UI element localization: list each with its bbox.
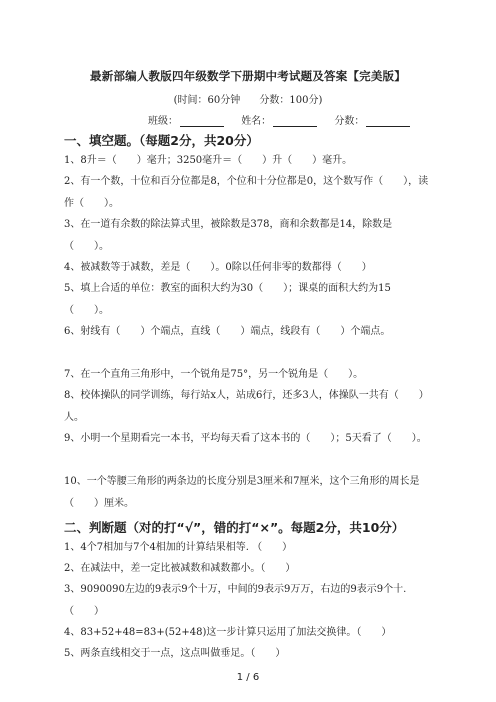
question-item: 1、4个7相加与7个4相加的计算结果相等. （ ） bbox=[64, 542, 293, 553]
question-item: 9、小明一个星期看完一本书，平均每天看了这本书的（ ）；5天看了（ ）。 bbox=[64, 433, 427, 444]
class-field[interactable]: 班级： bbox=[148, 112, 224, 127]
question-item: 10、一个等腰三角形的两条边的长度分别是3厘米和7厘米，这个三角形的周长是（ ）厘米。 bbox=[64, 476, 420, 509]
question-item: 5、两条直线相交于一点，这点叫做垂足。（ ） bbox=[64, 648, 286, 659]
section-title: 二、判断题（对的打“√”，错的打“×”。每题2分，共10分） bbox=[64, 520, 405, 535]
page-title: 最新部编人教版四年级数学下册期中考试题及答案【完美版】 bbox=[90, 69, 406, 83]
name-field[interactable]: 姓名： bbox=[241, 112, 317, 127]
total-score: 分数：100分) bbox=[259, 95, 323, 106]
question-item: 5、填上合适的单位：教室的面积大约为30（ ）；课桌的面积大约为15（ ）。 bbox=[64, 283, 391, 316]
student-fields bbox=[148, 112, 424, 127]
question-item: 6、射线有（ ）个端点，直线（ ）端点，线段有（ ）个端点。 bbox=[64, 326, 391, 337]
question-item: 1、8升＝（ ）毫升；3250毫升＝（ ）升（ ）毫升。 bbox=[64, 155, 353, 166]
question-item: 8、校体操队的同学训练，每行站x人，站成6行，还多3人，体操队一共有（ ）人。 bbox=[64, 390, 429, 423]
question-item: 7、在一个直角三角形中，一个锐角是75°，另一个锐角是（ ）。 bbox=[64, 369, 364, 380]
exam-info bbox=[0, 91, 496, 106]
question-item: 4、83+52+48=83+(52+48)这一步计算只运用了加法交换律。（ ） bbox=[64, 627, 392, 638]
page-number: 1 / 6 bbox=[236, 672, 260, 683]
question-item: 2、有一个数，十位和百分位都是8，个位和十分位都是0，这个数写作（ ），读作（ ）。 bbox=[64, 176, 429, 209]
section-title: 一、填空题。（每题2分，共20分） bbox=[64, 133, 259, 148]
time-limit: (时间：60分钟 bbox=[173, 95, 241, 106]
question-item: 3、在一道有余数的除法算式里，被除数是378，商和余数都是14，除数是（ ）。 bbox=[64, 219, 393, 252]
question-item: 4、被减数等于减数，差是（ ）。0除以任何非零的数都得（ ） bbox=[64, 262, 372, 273]
question-item: 3、9090090左边的9表示9个十万，中间的9表示9万万，右边的9表示9个十. （ ） bbox=[64, 584, 407, 617]
score-field[interactable]: 分数： bbox=[334, 112, 410, 127]
question-item: 2、在减法中，差一定比被减数和减数都小。（ ） bbox=[64, 563, 296, 574]
